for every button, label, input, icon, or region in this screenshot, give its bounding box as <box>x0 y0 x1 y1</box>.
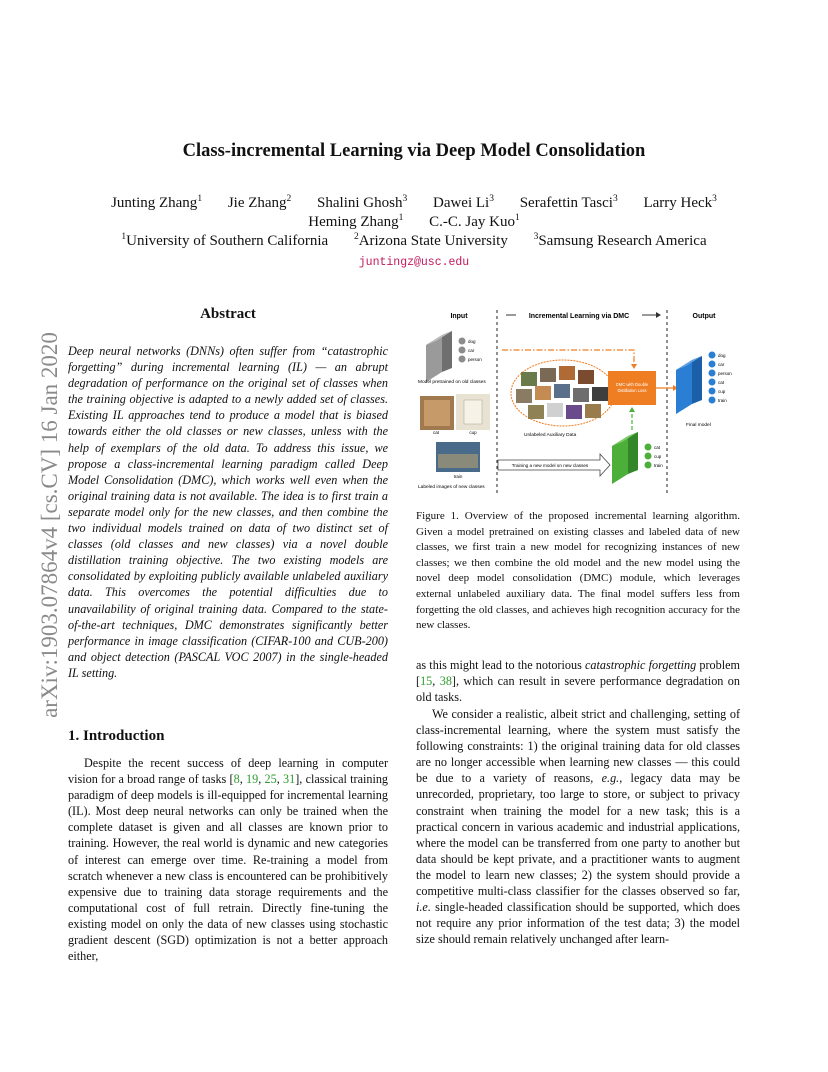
old-model-label: Model pretrained on old classes <box>418 380 486 385</box>
class-label: dog <box>718 353 726 358</box>
final-model-label: Final model <box>686 423 711 428</box>
abstract-heading: Abstract <box>200 306 256 322</box>
class-label: cup <box>718 389 726 394</box>
author: Junting Zhang$^1$ <box>111 194 203 211</box>
arrow-head-icon <box>631 364 637 369</box>
author: Heming Zhang$^1$ <box>308 213 404 230</box>
dmc-box-text: Distillation Loss <box>617 388 647 393</box>
labeled-images-label: Labeled images of new classes <box>418 485 485 490</box>
image-label: train <box>453 474 463 479</box>
introduction-paragraph: Despite the recent success of deep learning in computer vision for a broad range of tasks [8, 19, 25, 31], classical training paradigm of deep models is ill-equipped for incremental learning (IL). Most deep neural networks can only be trained when the complete dataset is given and all classes are known prior to training. However, the real world is dynamic and new categories of interest can emerge over time. Re-training a model from scratch whenever a new class is encountered can be prohibitively expensive due to training data storage requirements and the computational cost of full retrain. Directly fine-tuning the existing model on only the data of new classes using stochastic gradient descent (SGD) optimization is not a better approach either, <box>68 756 389 964</box>
figure-col-il: Incremental Learning via DMC <box>528 313 630 320</box>
author: Serafettin Tasci$^3$ <box>519 194 618 211</box>
affiliation: $^2$Arizona State University <box>353 232 508 249</box>
author-email[interactable]: juntingz@usc.edu <box>358 256 470 269</box>
class-label: car <box>468 348 475 353</box>
affiliation: $^3$Samsung Research America <box>533 232 707 249</box>
author-line-1 <box>0 195 828 212</box>
image-label: cup <box>469 430 477 435</box>
image-label: cat <box>432 430 440 435</box>
author-line-2 <box>0 214 828 231</box>
paper-title: Class-incremental Learning via Deep Model Consolidation <box>182 141 646 161</box>
citation-link[interactable]: 15 <box>420 674 433 689</box>
new-model-block <box>612 432 638 484</box>
class-label: train <box>718 398 727 403</box>
final-model-block <box>676 356 702 414</box>
figure-col-input: Input <box>450 313 468 320</box>
dmc-box-text: DMC with Double <box>615 382 649 387</box>
citation-link[interactable]: 38 <box>439 674 452 689</box>
class-label: car <box>718 362 725 367</box>
arrow-head-icon <box>629 407 635 412</box>
citation-link[interactable]: 8 <box>233 772 240 787</box>
class-label: dog <box>468 339 476 344</box>
author: Larry Heck$^3$ <box>643 194 717 211</box>
author: C.-C. Jay Kuo$^1$ <box>429 213 520 230</box>
class-label: train <box>654 463 663 468</box>
citation-link[interactable]: 19 <box>246 772 259 787</box>
right-paragraph-1: as this might lead to the notorious catastrophic forgetting problem [15, 38], which can result in severe performance degradation on old tasks. <box>416 658 740 705</box>
affiliation: $^1$University of Southern California <box>121 232 329 249</box>
abstract-text: Deep neural networks (DNNs) often suffer from “catastrophic forgetting” during incremental learning (IL) — an abrupt degradation of performance on the original set of classes when the training objective is adapted to a newly added set of classes. Existing IL approaches tend to produce a model that is biased towards either the old classes or new classes, unless with the help of exemplars of the old data. To address this issue, we propose a class-incremental learning paradigm called Deep Model Consolidation (DMC), which works well even when the original training data is not available. The idea is to first train a separate model only for the new classes, and then combine the two individual models trained on data of two distinct set of classes (old classes and new classes) via a novel double distillation training objective. The two existing models are consolidated by exploiting publicly available unlabeled auxiliary data. This overcomes the potential difficulties due to unavailability of original training data. Compared to the state-of-the-art techniques, DMC demonstrates significantly better performance in image classification (CIFAR-100 and CUB-200) and object detection (PASCAL VOC 2007) in the single-headed IL setting. <box>68 344 388 680</box>
figure-col-output: Output <box>692 313 716 320</box>
arxiv-stamp: arXiv:1903.07864v4 [cs.CV] 16 Jan 2020 <box>37 332 62 718</box>
citation-link[interactable]: 31 <box>283 772 296 787</box>
introduction-heading: 1. Introduction <box>68 728 165 744</box>
affiliations <box>0 233 828 250</box>
right-paragraph-2: We consider a realistic, albeit strict and challenging, setting of class-incremental learning, where the system must satisfy the following constraints: 1) the original training data for old classes are no longer accessible when learning new classes — this could be due to a variety of reasons, e.g., legacy data may be unrecorded, proprietary, too large to store, or subject to privacy constraint when training the model for a new task; this is a practical concern in various academic and industrial applications, where the model can be transferred from one party to another but data should be kept private, and a practitioner wants to augment the model to learn new classes; 2) the system should provide a competitive multi-class classifier for the classes observed so far, i.e. single-headed classification should be supported, which does not require any prior information of the test data; 3) the model size should remain relatively unchanged after learn- <box>416 707 741 947</box>
author: Dawei Li$^3$ <box>432 194 494 211</box>
class-label: cat <box>654 445 661 450</box>
auxiliary-data-cloud <box>511 360 615 426</box>
class-label: cup <box>654 454 662 459</box>
auxiliary-data-label: Unlabeled Auxiliary Data <box>524 433 577 438</box>
class-label: person <box>468 357 482 362</box>
old-class-nodes <box>459 338 483 363</box>
final-class-nodes <box>709 352 733 404</box>
author: Shalini Ghosh$^3$ <box>317 194 408 211</box>
figure-1-caption: Figure 1. Overview of the proposed incremental learning algorithm. Given a model pretrained on existing classes and labeled data of new classes, we first train a new model for recognizing instances of new classes; we then combine the old model and the new model using the novel deep model consolidation (DMC) module, which leverages external unlabeled auxiliary data. The final model suffers less from forgetting the old classes, and achieves high recognition accuracy for the new classes. <box>416 510 740 632</box>
new-class-nodes <box>645 444 664 469</box>
author: Jie Zhang$^2$ <box>227 194 292 211</box>
new-class-images <box>420 394 490 472</box>
arrow-head-icon <box>656 312 661 318</box>
training-arrow-label: Training a new model on new classes <box>511 463 589 468</box>
citation-link[interactable]: 25 <box>264 772 277 787</box>
class-label: person <box>718 371 732 376</box>
figure-1-diagram <box>416 308 746 498</box>
old-model-block <box>426 331 452 382</box>
class-label: cat <box>718 380 725 385</box>
